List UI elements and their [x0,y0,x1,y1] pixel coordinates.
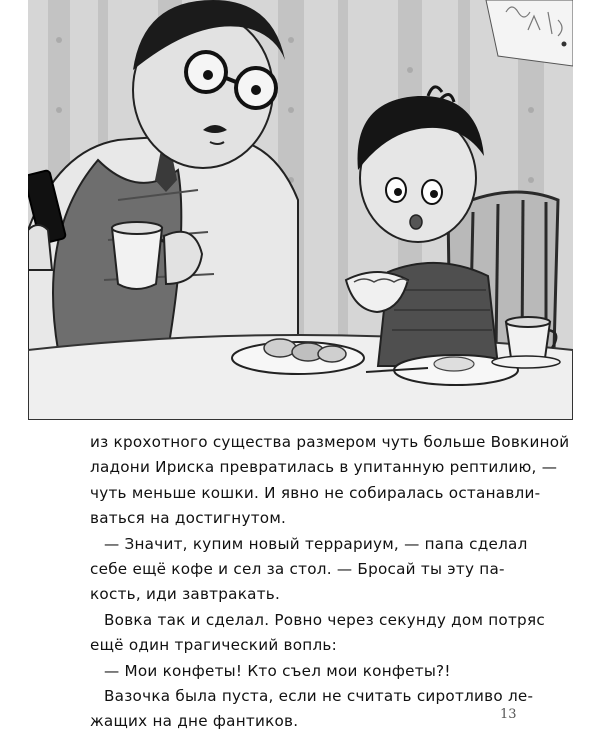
pinned-drawing [486,0,573,66]
text-line: — Значит, купим новый террариум, — папа сделал [104,534,528,553]
text-line: жащих на дне фантиков. [90,712,299,731]
text-line: кость, иди завтракать. [90,585,281,604]
text-line: чуть меньше кошки. И явно не собиралась останавли- [90,483,541,502]
text-line: Вовка так и сделал. Ровно через секунду дом потряс [104,610,545,629]
text-line: Вазочка была пуста, если не считать сиротливо ле- [104,687,534,706]
text-line: — Мои конфеты! Кто съел мои конфеты?! [104,661,451,680]
text-line: ваться на достигнутом. [90,509,287,528]
text-line: из крохотного существа размером чуть больше Вовкиной [90,433,570,451]
text-line: ладони Ириска превратилась в упитанную рептилию, — [90,458,558,477]
book-illustration [28,0,573,420]
illustration-svg [28,0,573,420]
text-line: ещё один трагический вопль: [90,636,337,655]
page-number: 13 [500,707,517,722]
text-line: себе ещё кофе и сел за стол. — Бросай ты эту па- [90,560,505,579]
